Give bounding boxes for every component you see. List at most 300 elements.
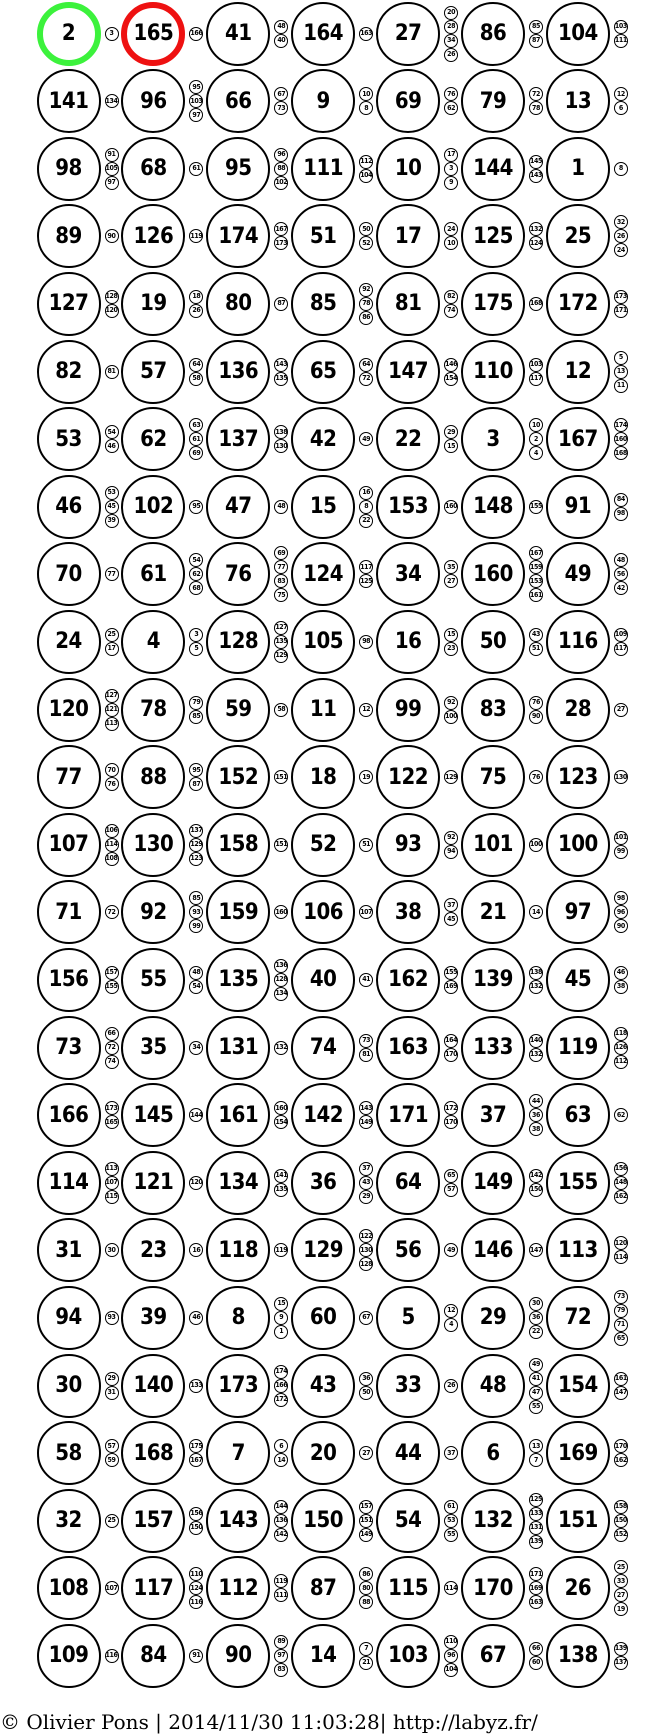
maze-cell[interactable]: 120: [37, 678, 101, 742]
maze-cell[interactable]: 9: [291, 69, 355, 133]
maze-cell[interactable]: 74: [291, 1016, 355, 1080]
move-hint: 36: [529, 1311, 543, 1325]
maze-cell[interactable]: 68: [121, 137, 185, 201]
move-hint: 144: [274, 1500, 288, 1514]
move-hint: 170: [444, 1115, 458, 1129]
maze-cell[interactable]: 83: [461, 678, 525, 742]
maze-cell[interactable]: 12: [546, 340, 610, 404]
maze-cell[interactable]: 42: [291, 407, 355, 471]
maze-cell[interactable]: 107: [37, 813, 101, 877]
move-hint: 79: [189, 696, 203, 710]
move-hint: 125: [529, 1493, 543, 1507]
maze-cell[interactable]: 55: [121, 948, 185, 1012]
maze-cell[interactable]: 149: [461, 1151, 525, 1215]
move-hint: 80: [359, 1581, 373, 1595]
maze-cell[interactable]: 121: [121, 1151, 185, 1215]
maze-cell[interactable]: 143: [206, 1489, 270, 1553]
maze-cell[interactable]: 48: [461, 1354, 525, 1418]
move-hint: 133: [189, 1379, 203, 1393]
move-hint: 169: [529, 1581, 543, 1595]
move-hint: 75: [274, 588, 288, 602]
maze-cell[interactable]: 159: [206, 880, 270, 944]
move-hint: 25: [105, 1514, 119, 1528]
maze-cell[interactable]: 112: [206, 1556, 270, 1620]
maze-cell[interactable]: 96: [121, 69, 185, 133]
maze-cell[interactable]: 7: [206, 1421, 270, 1485]
maze-cell[interactable]: 43: [291, 1354, 355, 1418]
maze-cell[interactable]: 20: [291, 1421, 355, 1485]
maze-cell[interactable]: 95: [206, 137, 270, 201]
maze-cell[interactable]: 90: [206, 1624, 270, 1688]
move-hint: 15: [274, 1297, 288, 1311]
maze-cell[interactable]: 77: [37, 745, 101, 809]
maze-cell[interactable]: 34: [376, 542, 440, 606]
move-hint: 45: [444, 912, 458, 926]
move-hint: 96: [444, 1649, 458, 1663]
maze-cell[interactable]: 129: [291, 1218, 355, 1282]
move-hint: 54: [105, 425, 119, 439]
move-hint: 114: [444, 1581, 458, 1595]
maze-cell[interactable]: 59: [206, 678, 270, 742]
move-hint: 49: [529, 1358, 543, 1372]
move-hint: 172: [274, 1393, 288, 1407]
maze-cell[interactable]: 79: [461, 69, 525, 133]
maze-cell[interactable]: 158: [206, 813, 270, 877]
maze-cell[interactable]: 94: [37, 1286, 101, 1350]
move-hint: 7: [359, 1642, 373, 1656]
maze-cell[interactable]: 108: [37, 1556, 101, 1620]
maze-cell[interactable]: 168: [121, 1421, 185, 1485]
maze-cell[interactable]: 28: [546, 678, 610, 742]
move-hint: 76: [529, 770, 543, 784]
move-hint: 103: [614, 20, 628, 34]
maze-cell[interactable]: 62: [121, 407, 185, 471]
maze-cell[interactable]: 172: [546, 272, 610, 336]
move-hint: 58: [189, 372, 203, 386]
move-hint: 135: [274, 1183, 288, 1197]
maze-cell[interactable]: 89: [37, 204, 101, 268]
maze-cell[interactable]: 39: [121, 1286, 185, 1350]
maze-cell[interactable]: 131: [206, 1016, 270, 1080]
maze-cell[interactable]: 64: [376, 1151, 440, 1215]
maze-cell[interactable]: 69: [376, 69, 440, 133]
move-hint: 119: [274, 1243, 288, 1257]
maze-cell[interactable]: 23: [121, 1218, 185, 1282]
maze-cell[interactable]: 3: [461, 407, 525, 471]
maze-cell[interactable]: 163: [376, 1016, 440, 1080]
move-hint: 69: [189, 446, 203, 460]
move-hint: 93: [189, 905, 203, 919]
maze-cell[interactable]: 91: [546, 475, 610, 539]
move-hint: 54: [189, 980, 203, 994]
move-hint: 12: [444, 1304, 458, 1318]
maze-cell[interactable]: 32: [37, 1489, 101, 1553]
move-hint: 3: [105, 27, 119, 41]
maze-cell[interactable]: 52: [291, 813, 355, 877]
move-hint: 136: [274, 959, 288, 973]
maze-cell[interactable]: 4: [121, 610, 185, 674]
maze-cell[interactable]: 157: [121, 1489, 185, 1553]
move-hint: 162: [614, 1190, 628, 1204]
move-hint: 174: [614, 418, 628, 432]
maze-cell[interactable]: 30: [37, 1354, 101, 1418]
maze-cell[interactable]: 119: [546, 1016, 610, 1080]
maze-cell[interactable]: 35: [121, 1016, 185, 1080]
move-hint: 121: [105, 703, 119, 717]
move-hint: 83: [274, 574, 288, 588]
move-hint: 103: [189, 94, 203, 108]
move-hint: 112: [359, 155, 373, 169]
move-hint: 126: [614, 1041, 628, 1055]
maze-cell[interactable]: 8: [206, 1286, 270, 1350]
move-hint: 46: [614, 966, 628, 980]
move-hint: 170: [614, 1439, 628, 1453]
maze-cell[interactable]: 110: [461, 340, 525, 404]
move-hint: 26: [614, 229, 628, 243]
maze-cell[interactable]: 73: [37, 1016, 101, 1080]
maze-cell[interactable]: 40: [291, 948, 355, 1012]
maze-cell[interactable]: 173: [206, 1354, 270, 1418]
move-hint: 25: [614, 1560, 628, 1574]
maze-cell[interactable]: 164: [291, 2, 355, 66]
move-hint: 99: [614, 845, 628, 859]
maze-cell[interactable]: 133: [461, 1016, 525, 1080]
maze-cell[interactable]: 86: [461, 2, 525, 66]
maze-cell[interactable]: 58: [37, 1421, 101, 1485]
maze-cell[interactable]: 134: [206, 1151, 270, 1215]
move-hint: 36: [529, 1108, 543, 1122]
move-hint: 12: [614, 87, 628, 101]
maze-cell[interactable]: 63: [546, 1083, 610, 1147]
move-hint: 25: [105, 628, 119, 642]
maze-cell[interactable]: 136: [206, 340, 270, 404]
move-hint: 40: [274, 34, 288, 48]
maze-cell[interactable]: 126: [121, 204, 185, 268]
maze-cell[interactable]: 147: [376, 340, 440, 404]
maze-cell[interactable]: 33: [376, 1354, 440, 1418]
move-hint: 91: [189, 1649, 203, 1663]
maze-cell[interactable]: 122: [376, 745, 440, 809]
maze-cell[interactable]: 15: [291, 475, 355, 539]
maze-cell[interactable]: 111: [291, 137, 355, 201]
move-hint: 163: [359, 27, 373, 41]
maze-cell[interactable]: 116: [546, 610, 610, 674]
move-hint: 55: [529, 1400, 543, 1414]
maze-cell[interactable]: 152: [206, 745, 270, 809]
maze-cell[interactable]: 145: [121, 1083, 185, 1147]
move-hint: 95: [189, 763, 203, 777]
move-hint: 138: [274, 425, 288, 439]
maze-cell[interactable]: 1: [546, 137, 610, 201]
maze-cell[interactable]: 17: [376, 204, 440, 268]
move-hint: 51: [359, 838, 373, 852]
move-hint: 120: [105, 304, 119, 318]
maze-cell[interactable]: 144: [461, 137, 525, 201]
move-hint: 166: [274, 1379, 288, 1393]
move-hint: 98: [359, 635, 373, 649]
maze-cell[interactable]: 85: [291, 272, 355, 336]
maze-cell[interactable]: 22: [376, 407, 440, 471]
maze-cell[interactable]: 99: [376, 678, 440, 742]
maze-cell[interactable]: 36: [291, 1151, 355, 1215]
move-hint: 117: [529, 372, 543, 386]
maze-cell[interactable]: 26: [546, 1556, 610, 1620]
move-hint: 58: [274, 703, 288, 717]
move-hint: 46: [189, 1311, 203, 1325]
maze-cell[interactable]: 54: [376, 1489, 440, 1553]
move-hint: 39: [105, 514, 119, 528]
maze-cell[interactable]: 153: [376, 475, 440, 539]
maze-cell[interactable]: 97: [546, 880, 610, 944]
move-hint: 37: [444, 898, 458, 912]
maze-cell[interactable]: 16: [376, 610, 440, 674]
move-hint: 83: [274, 1663, 288, 1677]
move-hint: 155: [105, 980, 119, 994]
move-hint: 167: [274, 222, 288, 236]
move-hint: 24: [444, 222, 458, 236]
maze-cell[interactable]: 148: [461, 475, 525, 539]
move-hint: 107: [105, 1176, 119, 1190]
move-hint: 66: [105, 1027, 119, 1041]
maze-cell[interactable]: 127: [37, 272, 101, 336]
maze-cell[interactable]: 41: [206, 2, 270, 66]
maze-cell[interactable]: 162: [376, 948, 440, 1012]
maze-cell[interactable]: 154: [546, 1354, 610, 1418]
maze-cell[interactable]: 128: [206, 610, 270, 674]
move-hint: 136: [274, 1514, 288, 1528]
maze-cell[interactable]: 60: [291, 1286, 355, 1350]
maze-cell[interactable]: 104: [546, 2, 610, 66]
move-hint: 163: [529, 1595, 543, 1609]
maze-cell[interactable]: 11: [291, 678, 355, 742]
move-hint: 119: [274, 1574, 288, 1588]
maze-cell[interactable]: 125: [461, 204, 525, 268]
maze-cell[interactable]: 57: [121, 340, 185, 404]
maze-cell[interactable]: 21: [461, 880, 525, 944]
maze-cell[interactable]: 56: [376, 1218, 440, 1282]
move-hint: 62: [189, 567, 203, 581]
maze-cell[interactable]: 45: [546, 948, 610, 1012]
move-hint: 7: [529, 1453, 543, 1467]
move-hint: 137: [189, 824, 203, 838]
maze-cell[interactable]: 93: [376, 813, 440, 877]
maze-cell[interactable]: 84: [121, 1624, 185, 1688]
move-hint: 116: [105, 1649, 119, 1663]
move-hint: 74: [444, 304, 458, 318]
maze-cell[interactable]: 67: [461, 1624, 525, 1688]
maze-cell[interactable]: 18: [291, 745, 355, 809]
maze-cell[interactable]: 115: [376, 1556, 440, 1620]
move-hint: 171: [614, 304, 628, 318]
maze-cell[interactable]: 105: [291, 610, 355, 674]
move-hint: 122: [359, 1229, 373, 1243]
move-hint: 92: [444, 831, 458, 845]
maze-cell[interactable]: 140: [121, 1354, 185, 1418]
move-hint: 48: [274, 500, 288, 514]
move-hint: 149: [359, 1528, 373, 1542]
move-hint: 107: [359, 905, 373, 919]
maze-cell[interactable]: 141: [37, 69, 101, 133]
maze-cell[interactable]: 82: [37, 340, 101, 404]
maze-cell[interactable]: 132: [461, 1489, 525, 1553]
move-hint: 76: [444, 87, 458, 101]
move-hint: 67: [274, 87, 288, 101]
maze-cell[interactable]: 142: [291, 1083, 355, 1147]
maze-cell[interactable]: 92: [121, 880, 185, 944]
move-hint: 27: [614, 703, 628, 717]
maze-cell[interactable]: 76: [206, 542, 270, 606]
maze-cell[interactable]: 87: [291, 1556, 355, 1620]
maze-cell[interactable]: 50: [461, 610, 525, 674]
move-hint: 48: [614, 553, 628, 567]
move-hint: 10: [359, 87, 373, 101]
maze-cell[interactable]: 61: [121, 542, 185, 606]
maze-cell[interactable]: 72: [546, 1286, 610, 1350]
maze-cell[interactable]: 53: [37, 407, 101, 471]
start-cell[interactable]: 2: [37, 2, 101, 66]
maze-cell[interactable]: 123: [546, 745, 610, 809]
maze-cell[interactable]: 137: [206, 407, 270, 471]
maze-cell[interactable]: 47: [206, 475, 270, 539]
move-hint: 43: [359, 1176, 373, 1190]
move-hint: 31: [105, 1386, 119, 1400]
move-hint: 86: [359, 311, 373, 325]
move-hint: 94: [444, 845, 458, 859]
maze-cell[interactable]: 38: [376, 880, 440, 944]
maze-cell[interactable]: 46: [37, 475, 101, 539]
move-hint: 134: [274, 987, 288, 1001]
maze-cell[interactable]: 44: [376, 1421, 440, 1485]
maze-cell[interactable]: 14: [291, 1624, 355, 1688]
move-hint: 69: [274, 546, 288, 560]
move-hint: 97: [189, 108, 203, 122]
move-hint: 160: [274, 905, 288, 919]
maze-cell[interactable]: 166: [37, 1083, 101, 1147]
move-hint: 77: [105, 567, 119, 581]
move-hint: 56: [614, 567, 628, 581]
move-hint: 107: [105, 1581, 119, 1595]
move-hint: 90: [614, 919, 628, 933]
maze-cell[interactable]: 37: [461, 1083, 525, 1147]
maze-cell[interactable]: 146: [461, 1218, 525, 1282]
move-hint: 33: [614, 1574, 628, 1588]
maze-cell[interactable]: 109: [37, 1624, 101, 1688]
maze-cell[interactable]: 65: [291, 340, 355, 404]
maze-cell[interactable]: 98: [37, 137, 101, 201]
maze-cell[interactable]: 170: [461, 1556, 525, 1620]
move-hint: 129: [274, 649, 288, 663]
move-hint: 113: [105, 717, 119, 731]
maze-cell[interactable]: 161: [206, 1083, 270, 1147]
maze-cell[interactable]: 6: [461, 1421, 525, 1485]
maze-cell[interactable]: 101: [461, 813, 525, 877]
move-hint: 134: [105, 94, 119, 108]
maze-cell[interactable]: 135: [206, 948, 270, 1012]
move-hint: 66: [529, 1642, 543, 1656]
maze-cell[interactable]: 19: [121, 272, 185, 336]
maze-cell[interactable]: 113: [546, 1218, 610, 1282]
move-hint: 61: [189, 432, 203, 446]
move-hint: 100: [444, 710, 458, 724]
maze-cell[interactable]: 174: [206, 204, 270, 268]
move-hint: 108: [105, 852, 119, 866]
move-hint: 120: [189, 1176, 203, 1190]
maze-cell[interactable]: 156: [37, 948, 101, 1012]
maze-cell[interactable]: 169: [546, 1421, 610, 1485]
maze-cell[interactable]: 49: [546, 542, 610, 606]
maze-cell[interactable]: 106: [291, 880, 355, 944]
move-hint: 64: [189, 358, 203, 372]
maze-cell[interactable]: 124: [291, 542, 355, 606]
maze-cell[interactable]: 139: [461, 948, 525, 1012]
move-hint: 19: [359, 770, 373, 784]
move-hint: 21: [359, 1656, 373, 1670]
move-hint: 114: [105, 838, 119, 852]
move-hint: 168: [529, 297, 543, 311]
move-hint: 3: [189, 628, 203, 642]
maze-cell[interactable]: 27: [376, 2, 440, 66]
goal-cell[interactable]: 165: [121, 2, 185, 66]
move-hint: 43: [529, 628, 543, 642]
maze-cell[interactable]: 88: [121, 745, 185, 809]
move-hint: 160: [614, 432, 628, 446]
maze-cell[interactable]: 71: [37, 880, 101, 944]
maze-cell[interactable]: 29: [461, 1286, 525, 1350]
maze-cell[interactable]: 102: [121, 475, 185, 539]
move-hint: 149: [359, 1115, 373, 1129]
maze-cell[interactable]: 155: [546, 1151, 610, 1215]
maze-cell[interactable]: 25: [546, 204, 610, 268]
maze-cell[interactable]: 5: [376, 1286, 440, 1350]
move-hint: 147: [614, 1386, 628, 1400]
move-hint: 90: [529, 710, 543, 724]
move-hint: 92: [444, 696, 458, 710]
maze-cell[interactable]: 150: [291, 1489, 355, 1553]
maze-cell[interactable]: 31: [37, 1218, 101, 1282]
move-hint: 49: [359, 432, 373, 446]
move-hint: 150: [614, 1514, 628, 1528]
maze-cell[interactable]: 81: [376, 272, 440, 336]
maze-cell[interactable]: 138: [546, 1624, 610, 1688]
maze-cell[interactable]: 171: [376, 1083, 440, 1147]
maze-cell[interactable]: 151: [546, 1489, 610, 1553]
move-hint: 115: [105, 1190, 119, 1204]
maze-cell[interactable]: 160: [461, 542, 525, 606]
move-hint: 173: [274, 236, 288, 250]
maze-cell[interactable]: 103: [376, 1624, 440, 1688]
maze-cell[interactable]: 80: [206, 272, 270, 336]
maze-cell[interactable]: 167: [546, 407, 610, 471]
maze-cell[interactable]: 175: [461, 272, 525, 336]
move-hint: 14: [529, 905, 543, 919]
move-hint: 51: [529, 642, 543, 656]
maze-cell[interactable]: 10: [376, 137, 440, 201]
maze-cell[interactable]: 66: [206, 69, 270, 133]
maze-cell[interactable]: 70: [37, 542, 101, 606]
maze-cell[interactable]: 118: [206, 1218, 270, 1282]
move-hint: 22: [529, 1325, 543, 1339]
maze-cell[interactable]: 13: [546, 69, 610, 133]
maze-cell[interactable]: 100: [546, 813, 610, 877]
maze-cell[interactable]: 114: [37, 1151, 101, 1215]
maze-cell[interactable]: 24: [37, 610, 101, 674]
maze-cell[interactable]: 130: [121, 813, 185, 877]
move-hint: 26: [444, 1379, 458, 1393]
maze-cell[interactable]: 75: [461, 745, 525, 809]
maze-cell[interactable]: 78: [121, 678, 185, 742]
maze-cell[interactable]: 51: [291, 204, 355, 268]
maze-cell[interactable]: 117: [121, 1556, 185, 1620]
